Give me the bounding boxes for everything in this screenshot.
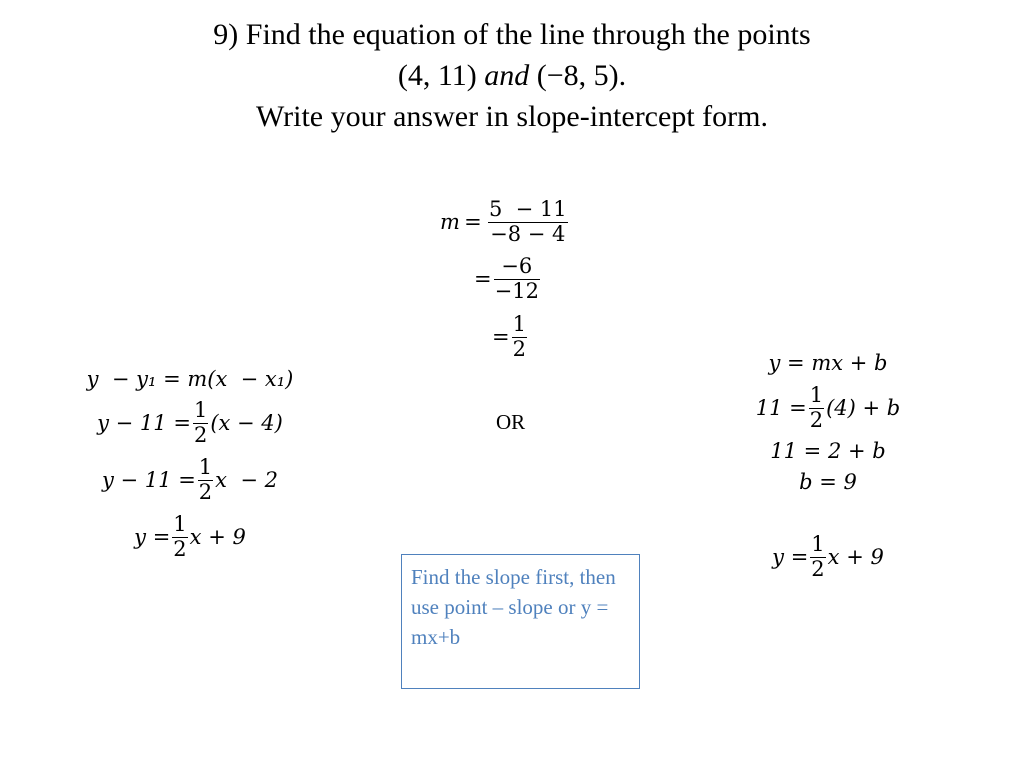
denominator: 2 bbox=[811, 556, 825, 581]
slope-step-2 bbox=[474, 250, 542, 308]
numerator: 5 − 11 bbox=[488, 196, 567, 221]
equation-right: x + 9 bbox=[189, 525, 246, 549]
numerator: 1 bbox=[512, 311, 526, 336]
slope-intercept-formula bbox=[700, 348, 956, 378]
equation-right: (x − 4) bbox=[210, 411, 283, 435]
numerator: 1 bbox=[809, 382, 824, 407]
slope-var: m bbox=[440, 210, 460, 234]
and-word: and bbox=[484, 59, 530, 92]
point-2: (−8, 5). bbox=[536, 59, 627, 92]
point-slope-step-1 bbox=[60, 394, 320, 452]
equation-left: y − 11 = bbox=[97, 411, 191, 435]
formula-text: y = mx + b bbox=[768, 351, 888, 375]
slope-fraction-3 bbox=[512, 313, 527, 361]
hint-textbox: Find the slope first, then use point – slope or y = mx+b bbox=[401, 554, 640, 689]
denominator: 2 bbox=[173, 536, 187, 561]
problem-line-2 bbox=[0, 55, 1024, 96]
problem-line-3: Write your answer in slope-intercept form. bbox=[256, 100, 768, 133]
equals-sign: = bbox=[492, 325, 510, 349]
equals-sign: = bbox=[474, 267, 492, 291]
equation-left: y = bbox=[772, 545, 809, 569]
numerator: 1 bbox=[173, 511, 187, 536]
denominator: −12 bbox=[494, 278, 539, 303]
slope-fraction-1 bbox=[488, 198, 568, 246]
numerator: 1 bbox=[193, 397, 208, 422]
half-fraction bbox=[198, 456, 213, 504]
equation-right: x − 2 bbox=[215, 468, 278, 492]
equation-left: y = bbox=[134, 525, 171, 549]
half-fraction bbox=[193, 399, 208, 447]
point-slope-step-2 bbox=[60, 451, 320, 509]
equals-sign: = bbox=[464, 210, 482, 234]
slope-intercept-step-2 bbox=[700, 436, 956, 466]
equation-left: 11 = bbox=[755, 396, 807, 420]
point-slope-formula bbox=[60, 364, 320, 394]
point-slope-final bbox=[60, 508, 320, 566]
slope-intercept-substitution bbox=[700, 379, 956, 437]
slope-fraction-2 bbox=[494, 255, 540, 303]
denominator: 2 bbox=[198, 479, 213, 504]
equation-text: b = 9 bbox=[799, 470, 857, 494]
slope-intercept-step-3 bbox=[700, 467, 956, 497]
numerator: −6 bbox=[501, 253, 533, 278]
problem-line-1: 9) Find the equation of the line through the points bbox=[213, 18, 811, 51]
equation-text: 11 = 2 + b bbox=[770, 439, 886, 463]
problem-statement bbox=[0, 14, 1024, 137]
or-label: OR bbox=[496, 410, 526, 434]
numerator: 1 bbox=[811, 531, 825, 556]
numerator: 1 bbox=[198, 454, 213, 479]
point-1: (4, 11) bbox=[397, 59, 477, 92]
formula-text: y − y₁ = m(x − x₁) bbox=[86, 367, 294, 391]
slope-step-3 bbox=[492, 308, 529, 366]
denominator: 2 bbox=[193, 422, 208, 447]
half-fraction bbox=[810, 533, 825, 581]
slope-step-1 bbox=[440, 192, 570, 252]
equation-right: x + 9 bbox=[827, 545, 884, 569]
half-fraction bbox=[809, 384, 824, 432]
denominator: −8 − 4 bbox=[490, 221, 566, 246]
equation-left: y − 11 = bbox=[101, 468, 196, 492]
slope-intercept-final bbox=[700, 528, 956, 586]
equation-right: (4) + b bbox=[826, 396, 901, 420]
denominator: 2 bbox=[809, 407, 824, 432]
half-fraction bbox=[172, 513, 187, 561]
denominator: 2 bbox=[512, 336, 526, 361]
